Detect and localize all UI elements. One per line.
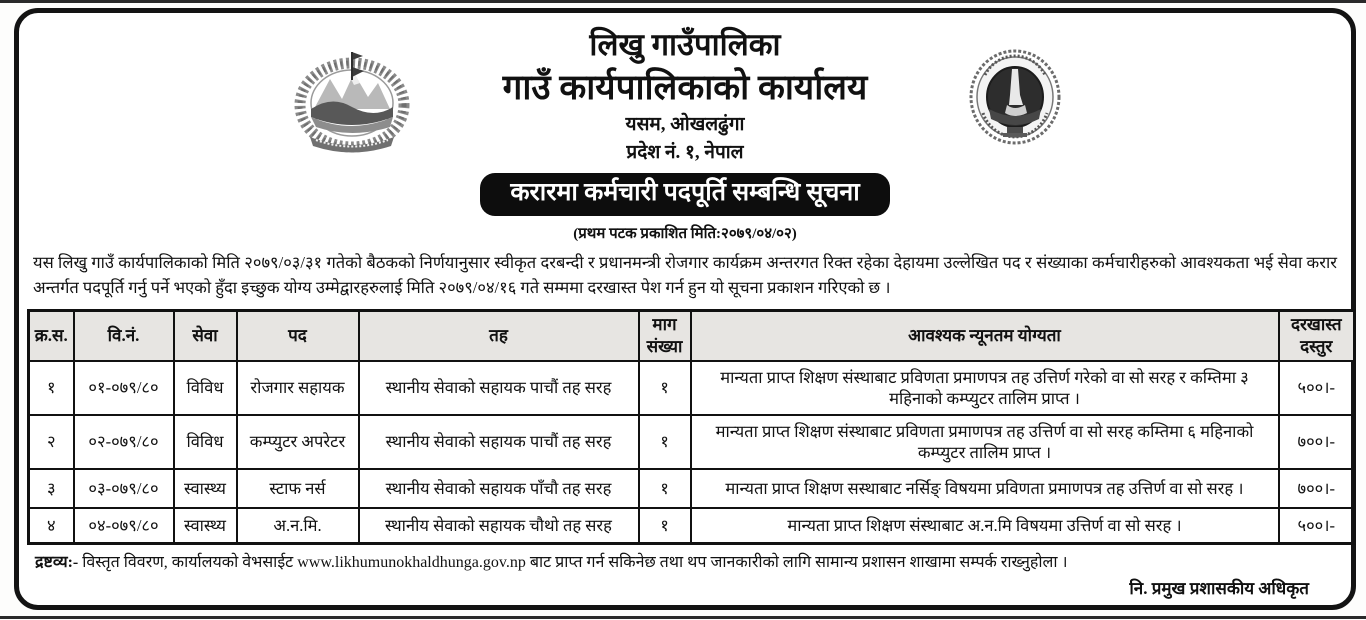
col-header-fee: दरखास्त दस्तुर (1279, 310, 1355, 361)
cell-qualification: मान्यता प्राप्त शिक्षण संस्थाबाट प्रविणता प्रमाणपत्र तह उत्तिर्ण वा सो सरह कम्तिमा ६ महिनाको कम्प्युटर तालिम प्राप्त । (691, 415, 1279, 469)
cell-fee: ५००।- (1279, 508, 1355, 543)
cell-fee: ७००।- (1279, 469, 1355, 508)
signature-line: नि. प्रमुख प्रशासकीय अधिकृत (1129, 579, 1309, 599)
cell-quantity: १ (639, 469, 691, 508)
col-header-qualification: आवश्यक न्यूनतम योग्यता (691, 310, 1279, 361)
cell-level: स्थानीय सेवाको सहायक चौथो तह सरह (359, 508, 639, 543)
col-header-post: पद (237, 310, 359, 361)
nepal-coat-of-arms-icon (291, 43, 413, 155)
cell-service: विविध (174, 415, 237, 469)
cell-post: अ.न.मि. (237, 508, 359, 543)
cell-post: स्टाफ नर्स (237, 469, 359, 508)
notice-body-paragraph: यस लिखु गाउँ कार्यपालिकाको मिति २०७९/०३/३१ गतेको बैठकको निर्णयानुसार स्वीकृत दरबन्दी र प्रधानमन्त्री रोजगार कार्यक्रम अन्तरगत रिक्त रहेका देहायमा उल्लेखित पद र संख्याका कर्मचारीहरुको आवश्यकता भई सेवा करार अन्तर्गत पदपूर्ति गर्नु पर्ने भएको हुँदा इच्छुक योग्य उम्मेद्वारहरुलाई मिति २०७९/०४/१६ गते सम्ममा दरखास्त पेश गर्न हुन यो सूचना प्रकाशन गरिएको छ । (33, 253, 1337, 298)
cell-post: कम्प्युटर अपरेटर (237, 415, 359, 469)
page-bottom-rule (0, 616, 1366, 619)
cell-quantity: १ (639, 508, 691, 543)
table-row (29, 469, 1355, 508)
cell-service: स्वास्थ्य (174, 508, 237, 543)
office-name: गाउँ कार्यपालिकाको कार्यालय (502, 67, 868, 107)
notice-sheet (14, 8, 1356, 610)
cell-serial: ४ (29, 508, 74, 543)
cell-advert-no: ०४-०७९/८० (74, 508, 174, 543)
cell-service: विविध (174, 361, 237, 415)
cell-level: स्थानीय सेवाको सहायक पाँचौ तह सरह (359, 469, 639, 508)
cell-serial: ३ (29, 469, 74, 508)
page-top-rule (0, 0, 1366, 3)
cell-qualification: मान्यता प्राप्त शिक्षण सस्थाबाट नर्सिङ् विषयमा प्रविणता प्रमाणपत्र तह उत्तिर्ण वा सो सरह । (691, 469, 1279, 508)
cell-fee: ७००।- (1279, 415, 1355, 469)
table-row (29, 361, 1355, 415)
cell-qualification: मान्यता प्राप्त शिक्षण संस्थाबाट प्रविणता प्रमाणपत्र तह उत्तिर्ण गरेको वा सो सरह र कम्तिमा ३ महिनाको कम्प्युटर तालिम प्राप्त । (691, 361, 1279, 415)
footnote (35, 552, 1339, 574)
footnote-label: द्रष्टव्य:- (35, 553, 79, 571)
cell-advert-no: ०१-०७९/८० (74, 361, 174, 415)
cell-level: स्थानीय सेवाको सहायक पाचौं तह सरह (359, 415, 639, 469)
notice-title-banner: करारमा कर्मचारी पदपूर्ति सम्बन्धि सूचना (480, 173, 889, 216)
province-line: प्रदेश नं. १, नेपाल (626, 141, 744, 163)
table-row (29, 508, 1355, 543)
cell-advert-no: ०२-०७९/८० (74, 415, 174, 469)
cell-serial: २ (29, 415, 74, 469)
col-header-advert-no: वि.नं. (74, 310, 174, 361)
cell-advert-no: ०३-०७९/८० (74, 469, 174, 508)
masthead (27, 25, 1343, 165)
col-header-level: तह (359, 310, 639, 361)
col-header-quantity: माग संख्या (639, 310, 691, 361)
cell-quantity: १ (639, 415, 691, 469)
cell-service: स्वास्थ्य (174, 469, 237, 508)
vacancy-table (27, 309, 1356, 545)
municipality-name: लिखु गाउँपालिका (589, 27, 781, 62)
office-address: यसम, ओखलढुंगा (625, 114, 745, 136)
table-header-row (29, 310, 1355, 361)
cell-fee: ५००।- (1279, 361, 1355, 415)
cell-qualification: मान्यता प्राप्त शिक्षण संस्थाबाट अ.न.मि विषयमा उत्तिर्ण वा सो सरह । (691, 508, 1279, 543)
col-header-serial: क्र.स. (29, 310, 74, 361)
likhu-municipality-seal-icon (965, 47, 1065, 153)
cell-quantity: १ (639, 361, 691, 415)
cell-level: स्थानीय सेवाको सहायक पाचौं तह सरह (359, 361, 639, 415)
table-row (29, 415, 1355, 469)
publication-date-line: (प्रथम पटक प्रकाशित मिति:२०७९/०४/०२) (573, 226, 797, 243)
col-header-service: सेवा (174, 310, 237, 361)
cell-post: रोजगार सहायक (237, 361, 359, 415)
footnote-text: विस्तृत विवरण, कार्यालयको वेभसाईट www.likhumunokhaldhunga.gov.np बाट प्राप्त गर्न सकिनेछ तथा थप जानकारीको लागि सामान्य प्रशासन शाखामा सम्पर्क राख्नुहोला । (82, 553, 1068, 571)
cell-serial: १ (29, 361, 74, 415)
